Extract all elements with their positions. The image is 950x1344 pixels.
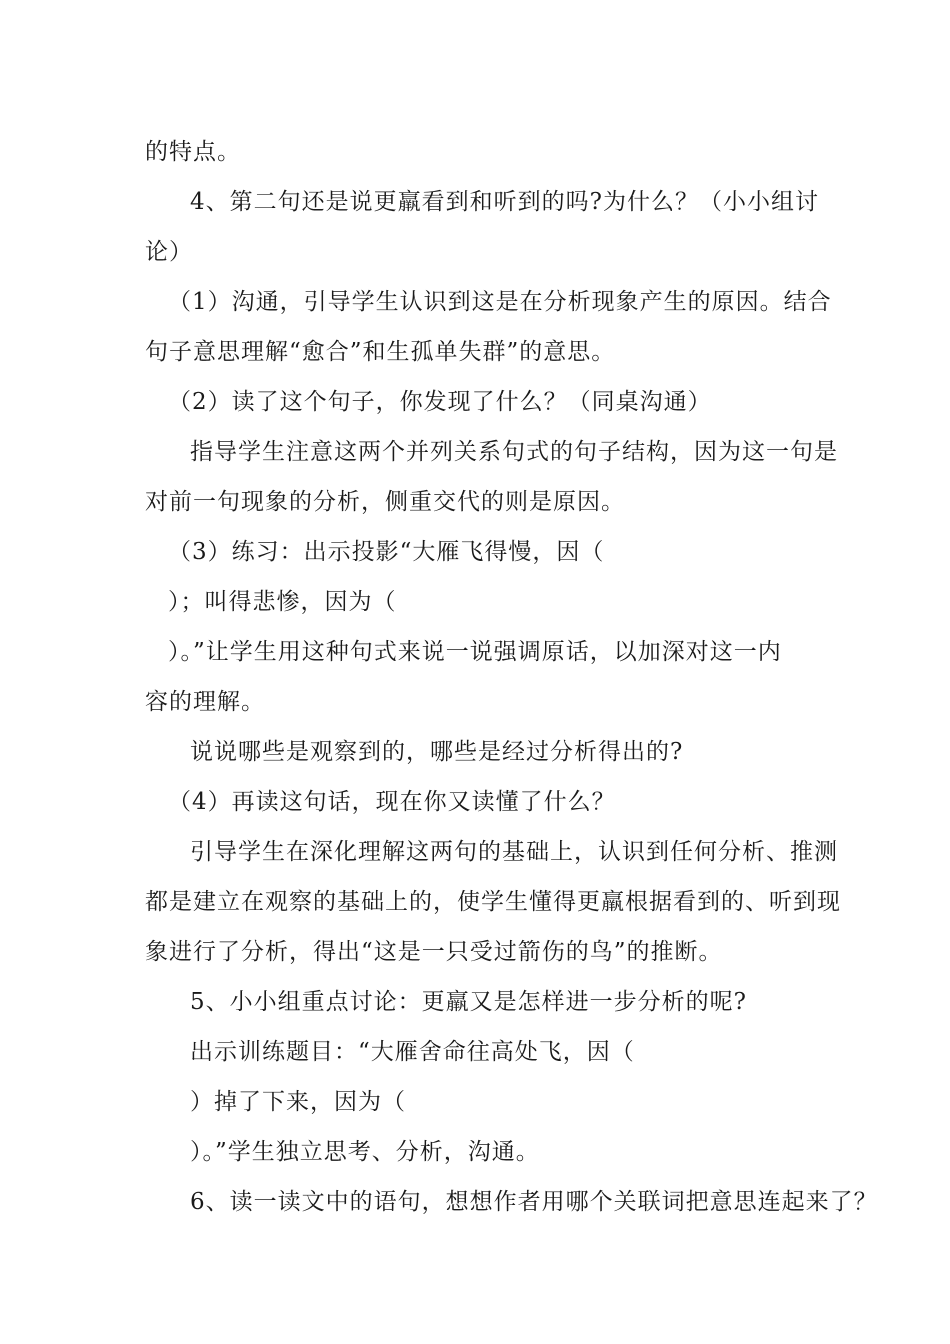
text-line: 容的理解。 bbox=[145, 689, 265, 715]
text-line: 说说哪些是观察到的，哪些是经过分析得出的? bbox=[190, 739, 684, 765]
text-line: 5、小小组重点讨论：更羸又是怎样进一步分析的呢? bbox=[190, 989, 747, 1015]
text-line: 指导学生注意这两个并列关系句式的句子结构，因为这一句是 bbox=[190, 439, 838, 465]
text-line: 4、第二句还是说更羸看到和听到的吗?为什么？（小小组讨 bbox=[190, 189, 819, 215]
text-line: ）。”学生独立思考、分析，沟通。 bbox=[190, 1139, 540, 1165]
text-line: （4）再读这句话，现在你又读懂了什么？ bbox=[168, 789, 616, 815]
text-line: 句子意思理解“愈合”和生孤单失群”的意思。 bbox=[145, 339, 616, 365]
text-line: ）；叫得悲惨，因为（ bbox=[168, 589, 397, 615]
text-line: （2）读了这个句子，你发现了什么？（同桌沟通） bbox=[168, 389, 712, 415]
text-line: 象进行了分析，得出“这是一只受过箭伤的鸟”的推断。 bbox=[145, 939, 723, 965]
text-line: 对前一句现象的分析，侧重交代的则是原因。 bbox=[145, 489, 625, 515]
text-line: 出示训练题目：“大雁舍命往高处飞，因（ bbox=[190, 1039, 635, 1065]
text-line: （1）沟通，引导学生认识到这是在分析现象产生的原因。结合 bbox=[168, 289, 832, 315]
text-line: 6、读一读文中的语句，想想作者用哪个关联词把意思连起来了？ bbox=[190, 1189, 878, 1215]
text-line: ）掉了下来，因为（ bbox=[190, 1089, 406, 1115]
text-line: 都是建立在观察的基础上的，使学生懂得更羸根据看到的、听到现 bbox=[145, 889, 841, 915]
text-line: 的特点。 bbox=[145, 139, 241, 165]
text-line: ）。”让学生用这种句式来说一说强调原话，以加深对这一内 bbox=[168, 639, 782, 665]
text-line: 论） bbox=[145, 239, 193, 265]
text-line: （3）练习：出示投影“大雁飞得慢，因（ bbox=[168, 539, 605, 565]
text-line: 引导学生在深化理解这两句的基础上，认识到任何分析、推测 bbox=[190, 839, 838, 865]
